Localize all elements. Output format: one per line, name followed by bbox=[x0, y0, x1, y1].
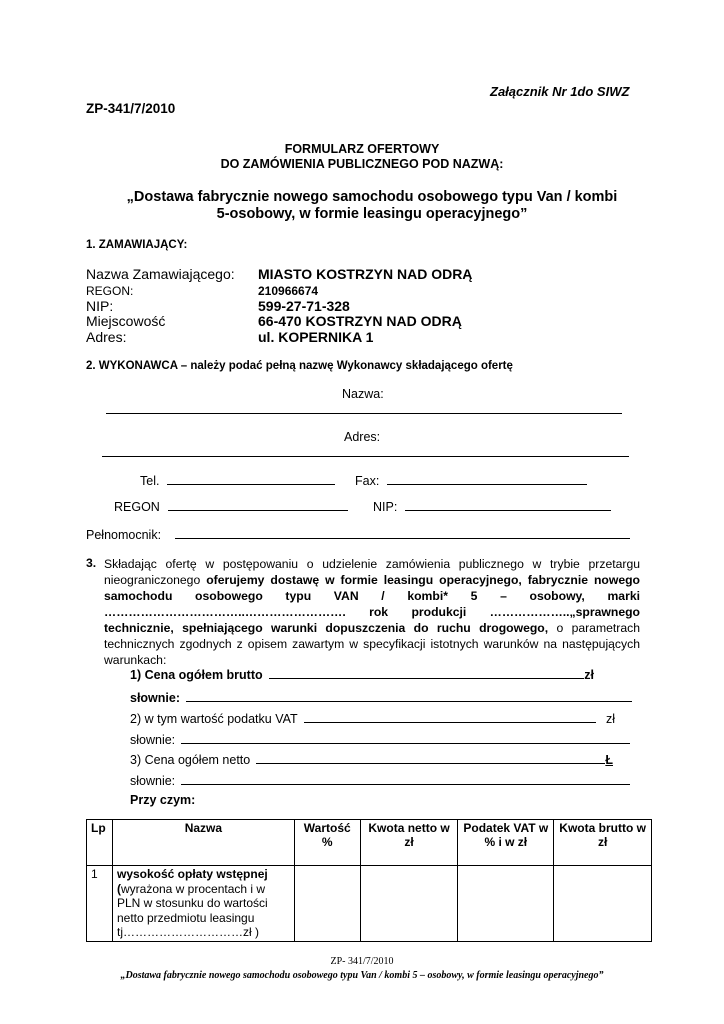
offer-table bbox=[86, 819, 652, 942]
form-subtitle: DO ZAMÓWIENIA PUBLICZNEGO POD NAZWĄ: bbox=[220, 157, 504, 171]
regon-field[interactable] bbox=[168, 498, 348, 511]
contractor-name-field[interactable] bbox=[106, 413, 622, 414]
row-pct-cell[interactable] bbox=[294, 866, 360, 942]
row-lp: 1 bbox=[87, 866, 113, 942]
section1-heading: 1. ZAMAWIAJĄCY: bbox=[86, 239, 188, 251]
buyer-address-label: Adres: bbox=[86, 329, 127, 345]
vat-currency: zł bbox=[605, 712, 615, 726]
col-name-header: Nazwa bbox=[112, 820, 294, 866]
buyer-name-value: MIASTO KOSTRZYN NAD ODRĄ bbox=[258, 266, 473, 282]
row-gross-cell[interactable] bbox=[554, 866, 652, 942]
buyer-city-value: 66-470 KOSTRZYN NAD ODRĄ bbox=[258, 313, 462, 329]
section3-line-5 bbox=[104, 620, 640, 636]
section3-line-2-plain: nieograniczonego bbox=[104, 573, 207, 587]
col-pct-header: Wartość % bbox=[294, 820, 360, 866]
col-net-header: Kwota netto w zł bbox=[360, 820, 458, 866]
case-number: ZP-341/7/2010 bbox=[86, 101, 176, 116]
section3-line-1: Składając ofertę w postępowaniu o udzielenie zamówienia publicznego w trybie przetargu bbox=[104, 557, 640, 571]
fax-label: Fax: bbox=[355, 474, 380, 488]
whereas-label: Przy czym: bbox=[130, 793, 196, 807]
regon-label: REGON bbox=[114, 500, 160, 514]
vat-words-label: słownie: bbox=[130, 733, 176, 747]
buyer-regon-label: REGON: bbox=[86, 284, 134, 298]
footer-subject: „Dostawa fabrycznie nowego samochodu osobowego typu Van / kombi 5 – osobowy, w formie leasingu operacyjnego” bbox=[120, 970, 604, 981]
section3-line-2-bold: oferujemy dostawę w formie leasingu operacyjnego, fabrycznie nowego bbox=[206, 573, 641, 587]
nip-label: NIP: bbox=[373, 500, 398, 514]
subject-line-1: „Dostawa fabrycznie nowego samochodu osobowego typu Van / kombi bbox=[126, 189, 618, 205]
section3-line-6: technicznych zgodnych z opisem zawartym w specyfikacji istotnych warunków na następujących bbox=[104, 637, 640, 651]
net-words-label: słownie: bbox=[130, 774, 176, 788]
tel-field[interactable] bbox=[167, 472, 335, 485]
buyer-address-value: ul. KOPERNIKA 1 bbox=[258, 329, 374, 345]
form-title: FORMULARZ OFERTOWY bbox=[284, 142, 440, 156]
section2-heading: 2. WYKONAWCA – należy podać pełną nazwę Wykonawcy składającego ofertę bbox=[86, 360, 513, 372]
tel-label: Tel. bbox=[140, 474, 160, 488]
contractor-address-field[interactable] bbox=[102, 456, 629, 457]
vat-label: 2) w tym wartość podatku VAT bbox=[130, 712, 298, 726]
table-header-row bbox=[87, 820, 652, 866]
nip-field[interactable] bbox=[405, 498, 611, 511]
gross-price-field[interactable] bbox=[269, 666, 585, 679]
attachment-label: Załącznik Nr 1do SIWZ bbox=[490, 84, 630, 99]
net-price-currency: Ł bbox=[605, 753, 613, 767]
vat-words-field[interactable] bbox=[181, 731, 630, 744]
buyer-name-label: Nazwa Zamawiającego: bbox=[86, 266, 235, 282]
col-gross-header: Kwota brutto w zł bbox=[554, 820, 652, 866]
section3-line-3: samochodu osobowego typu VAN / kombi* 5 – osobowy, marki bbox=[104, 589, 640, 603]
col-vat-header: Podatek VAT w % i w zł bbox=[458, 820, 554, 866]
gross-price-label: 1) Cena ogółem brutto bbox=[130, 668, 263, 682]
net-price-label: 3) Cena ogółem netto bbox=[130, 753, 251, 767]
proxy-label: Pełnomocnik: bbox=[86, 528, 162, 542]
row-name-paren: ( bbox=[116, 881, 121, 896]
section3-line-4: ……………………………..……………………. rok produkcji ………………..„sprawnego bbox=[104, 605, 640, 619]
row-vat-cell[interactable] bbox=[458, 866, 554, 942]
footer-case-number: ZP- 341/7/2010 bbox=[330, 956, 394, 967]
fax-field[interactable] bbox=[387, 472, 587, 485]
buyer-nip-label: NIP: bbox=[86, 298, 114, 314]
section3-line-5-plain: o parametrach bbox=[548, 621, 640, 635]
buyer-city-label: Miejscowość bbox=[86, 313, 166, 329]
row-net-cell[interactable] bbox=[360, 866, 458, 942]
contractor-name-label: Nazwa: bbox=[342, 387, 384, 401]
buyer-regon-value: 210966674 bbox=[258, 284, 319, 298]
section3-line-7: warunkach: bbox=[104, 653, 167, 667]
vat-field[interactable] bbox=[304, 710, 596, 723]
proxy-field[interactable] bbox=[175, 526, 630, 539]
gross-words-field[interactable] bbox=[186, 689, 632, 702]
section3-line-5-bold: technicznie, spełniającego warunki dopuszczenia do ruchu drogowego, bbox=[104, 621, 549, 635]
section3-paragraph bbox=[104, 556, 640, 668]
section3-number: 3. bbox=[86, 556, 97, 570]
buyer-nip-value: 599-27-71-328 bbox=[258, 298, 350, 314]
contractor-address-label: Adres: bbox=[344, 430, 381, 444]
net-words-field[interactable] bbox=[181, 772, 630, 785]
table-row bbox=[87, 866, 652, 942]
row-name-detail: wyrażona w procentach i w PLN w stosunku do wartości netto przedmiotu leasingu tj…………………………zł ) bbox=[116, 881, 268, 939]
row-name-bold: wysokość opłaty wstępnej bbox=[116, 867, 268, 881]
gross-words-label: słownie: bbox=[130, 691, 181, 705]
row-name bbox=[112, 866, 294, 942]
section3-line-2 bbox=[104, 572, 640, 588]
net-price-field[interactable] bbox=[256, 751, 605, 764]
subject-line-2: 5-osobowy, w formie leasingu operacyjnego” bbox=[216, 206, 528, 222]
col-lp-header: Lp bbox=[87, 820, 113, 866]
gross-price-currency: zł bbox=[584, 668, 594, 682]
